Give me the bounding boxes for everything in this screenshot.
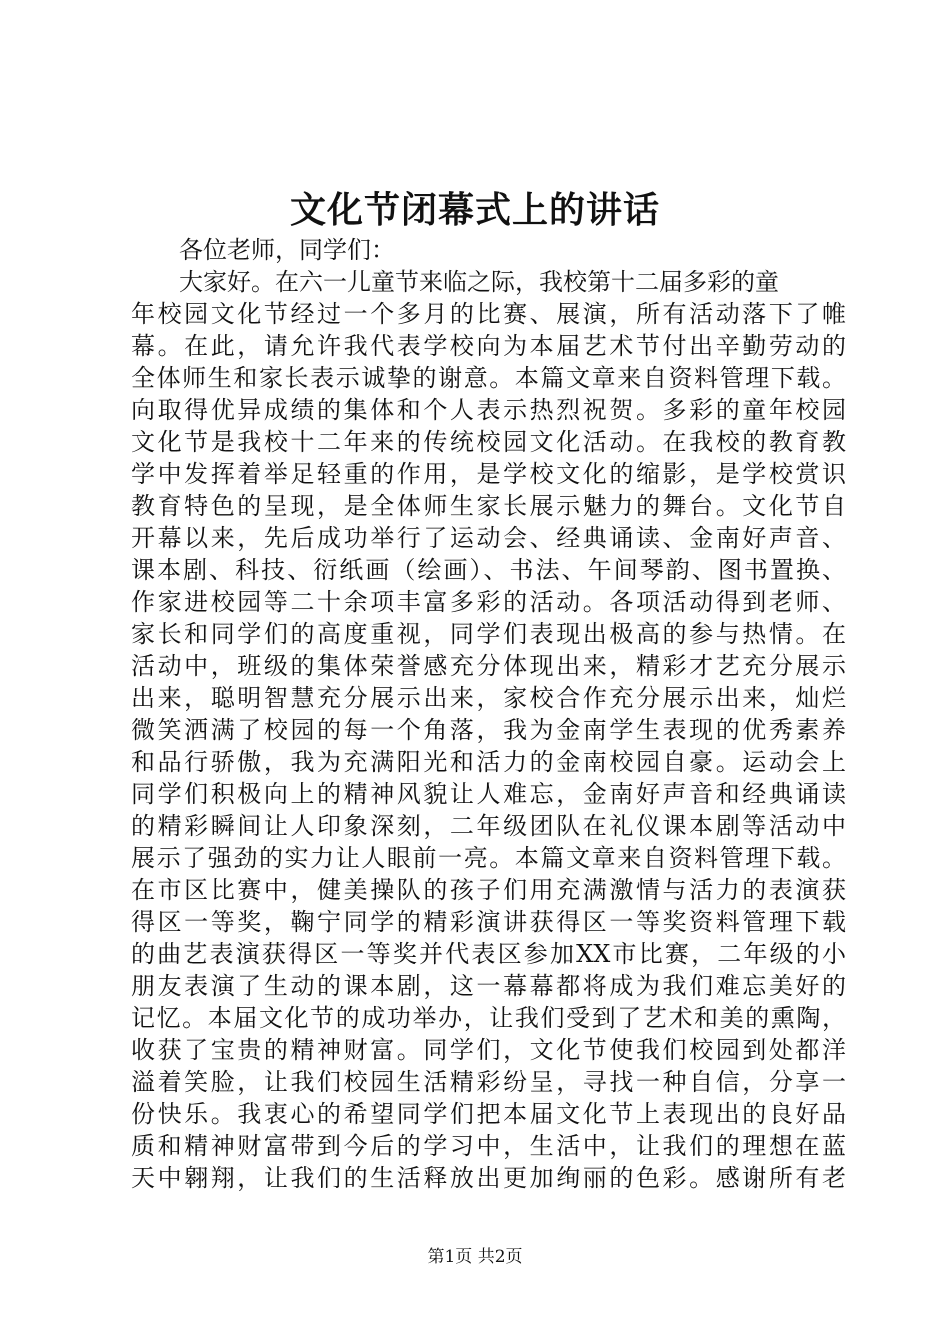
paragraph-line: 课本剧、科技、衍纸画（绘画）、书法、午间琴韵、图书置换、 bbox=[131, 556, 846, 584]
page-number-footer: 第1页 共2页 bbox=[427, 1247, 523, 1267]
document-body bbox=[131, 234, 846, 1194]
paragraph-line: 活动中，班级的集体荣誉感充分体现出来，精彩才艺充分展示 bbox=[131, 652, 846, 680]
paragraph-line: 记忆。本届文化节的成功举办，让我们受到了艺术和美的熏陶， bbox=[131, 1004, 846, 1032]
paragraph-line: 文化节是我校十二年来的传统校园文化活动。在我校的教育教 bbox=[131, 428, 846, 456]
paragraph-line: 朋友表演了生动的课本剧，这一幕幕都将成为我们难忘美好的 bbox=[131, 972, 846, 1000]
paragraph-line: 得区一等奖，鞠宁同学的精彩演讲获得区一等奖资料管理下载 bbox=[131, 908, 846, 936]
paragraph-line: 全体师生和家长表示诚挚的谢意。本篇文章来自资料管理下载。 bbox=[131, 364, 846, 392]
paragraph-line: 家长和同学们的高度重视，同学们表现出极高的参与热情。在 bbox=[131, 620, 846, 648]
paragraph-line: 学中发挥着举足轻重的作用，是学校文化的缩影，是学校赏识 bbox=[131, 460, 846, 488]
paragraph-line: 天中翱翔，让我们的生活释放出更加绚丽的色彩。感谢所有老 bbox=[131, 1164, 846, 1192]
paragraph-line: 同学们积极向上的精神风貌让人难忘，金南好声音和经典诵读 bbox=[131, 780, 846, 808]
paragraph-line: 在市区比赛中，健美操队的孩子们用充满激情与活力的表演获 bbox=[131, 876, 846, 904]
document-title: 文化节闭幕式上的讲话 bbox=[289, 189, 660, 231]
paragraph-line: 溢着笑脸，让我们校园生活精彩纷呈，寻找一种自信，分享一 bbox=[131, 1068, 846, 1096]
paragraph-line: 份快乐。我衷心的希望同学们把本届文化节上表现出的良好品 bbox=[131, 1100, 846, 1128]
paragraph-line: 幕。在此，请允许我代表学校向为本届艺术节付出辛勤劳动的 bbox=[131, 332, 846, 360]
paragraph-line: 的精彩瞬间让人印象深刻，二年级团队在礼仪课本剧等活动中 bbox=[131, 812, 846, 840]
paragraph-line: 年校园文化节经过一个多月的比赛、展演，所有活动落下了帷 bbox=[131, 300, 846, 328]
paragraph-line: 教育特色的呈现，是全体师生家长展示魅力的舞台。文化节自 bbox=[131, 492, 846, 520]
paragraph-line: 向取得优异成绩的集体和个人表示热烈祝贺。多彩的童年校园 bbox=[131, 396, 846, 424]
paragraph-line: 的曲艺表演获得区一等奖并代表区参加XX市比赛，二年级的小 bbox=[131, 940, 846, 968]
paragraph-line: 出来，聪明智慧充分展示出来，家校合作充分展示出来，灿烂 bbox=[131, 684, 846, 712]
greeting-line: 各位老师，同学们： bbox=[179, 236, 395, 264]
paragraph-line: 和品行骄傲，我为充满阳光和活力的金南校园自豪。运动会上 bbox=[131, 748, 846, 776]
paragraph-line: 收获了宝贵的精神财富。同学们，文化节使我们校园到处都洋 bbox=[131, 1036, 846, 1064]
paragraph-line: 质和精神财富带到今后的学习中，生活中，让我们的理想在蓝 bbox=[131, 1132, 846, 1160]
paragraph-line: 作家进校园等二十余项丰富多彩的活动。各项活动得到老师、 bbox=[131, 588, 846, 616]
paragraph-line: 展示了强劲的实力让人眼前一亮。本篇文章来自资料管理下载。 bbox=[131, 844, 846, 872]
paragraph-line: 开幕以来，先后成功举行了运动会、经典诵读、金南好声音、 bbox=[131, 524, 846, 552]
paragraph-line: 微笑洒满了校园的每一个角落，我为金南学生表现的优秀素养 bbox=[131, 716, 846, 744]
paragraph-line: 大家好。在六一儿童节来临之际，我校第十二届多彩的童 bbox=[179, 268, 779, 296]
